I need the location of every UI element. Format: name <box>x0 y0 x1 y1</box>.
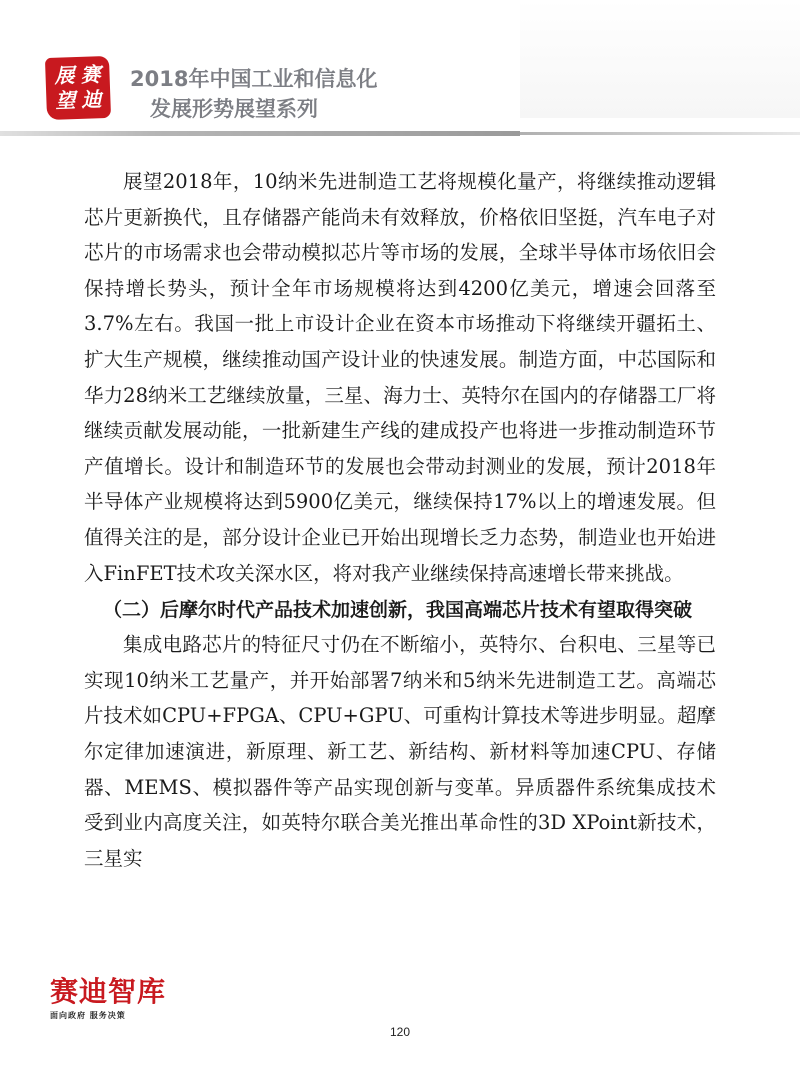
seal-char-4: 迪 <box>80 87 102 112</box>
seal-char-2: 赛 <box>80 62 101 87</box>
brand-name: 赛迪智库 <box>50 975 167 1008</box>
header-rule-dark <box>0 131 520 136</box>
header-rule-light <box>520 132 800 135</box>
ccid-think-tank-logo <box>50 975 190 1030</box>
page-number: 120 <box>389 1025 411 1039</box>
page-header <box>0 0 800 140</box>
body-text <box>84 164 716 876</box>
seal-char-3: 望 <box>55 88 76 113</box>
series-title-line2: 发展形势展望系列 <box>150 97 318 121</box>
section-heading: （二）后摩尔时代产品技术加速创新，我国高端芯片技术有望取得突破 <box>103 599 693 622</box>
series-title <box>130 64 530 124</box>
brand-slogan: 面向政府 服务决策 <box>50 1011 126 1020</box>
paragraph-chip-technology: 集成电路芯片的特征尺寸仍在不断缩小，英特尔、台积电、三星等已实现10纳米工艺量产，并开始部署7纳米和5纳米先进制造工艺。高端芯片技术如CPU+FPGA、CPU+GPU、可重构计算技术等进步明显。超摩尔定律加速演进，新原理、新工艺、新结构、新材料等加速CPU、存储器、MEMS、模拟器件等产品实现创新与变革。异质器件系统集成技术受到业内高度关注，如英特尔联合美光推出革命性的3D XPoint新技术，三星实 <box>84 633 716 870</box>
series-title-line1: 2018年中国工业和信息化 <box>130 67 378 91</box>
seal-char-1: 展 <box>54 63 75 88</box>
header-rule <box>0 131 800 136</box>
header-band <box>520 0 800 118</box>
paragraph-outlook-2018: 展望2018年，10纳米先进制造工艺将规模化量产，将继续推动逻辑芯片更新换代，且存储器产能尚未有效释放，价格依旧坚挺，汽车电子对芯片的市场需求也会带动模拟芯片等市场的发展，全球半导体市场依旧会保持增长势头，预计全年市场规模将达到4200亿美元，增速会回落至3.7%左右。我国一批上市设计企业在资本市场推动下将继续开疆拓土、扩大生产规模，继续推动国产设计业的快速发展。制造方面，中芯国际和华力28纳米工艺继续放量，三星、海力士、英特尔在国内的存储器工厂将继续贡献发展动能，一批新建生产线的建成投产也将进一步推动制造环节产值增长。设计和制造环节的发展也会带动封测业的发展，预计2018年半导体产业规模将达到5900亿美元，继续保持17%以上的增速发展。但值得关注的是，部分设计企业已开始出现增长乏力态势，制造业也开始进入FinFET技术攻关深水区，将对我产业继续保持高速增长带来挑战。 <box>84 170 716 585</box>
series-seal-logo <box>45 56 111 120</box>
seal-characters <box>51 62 105 114</box>
